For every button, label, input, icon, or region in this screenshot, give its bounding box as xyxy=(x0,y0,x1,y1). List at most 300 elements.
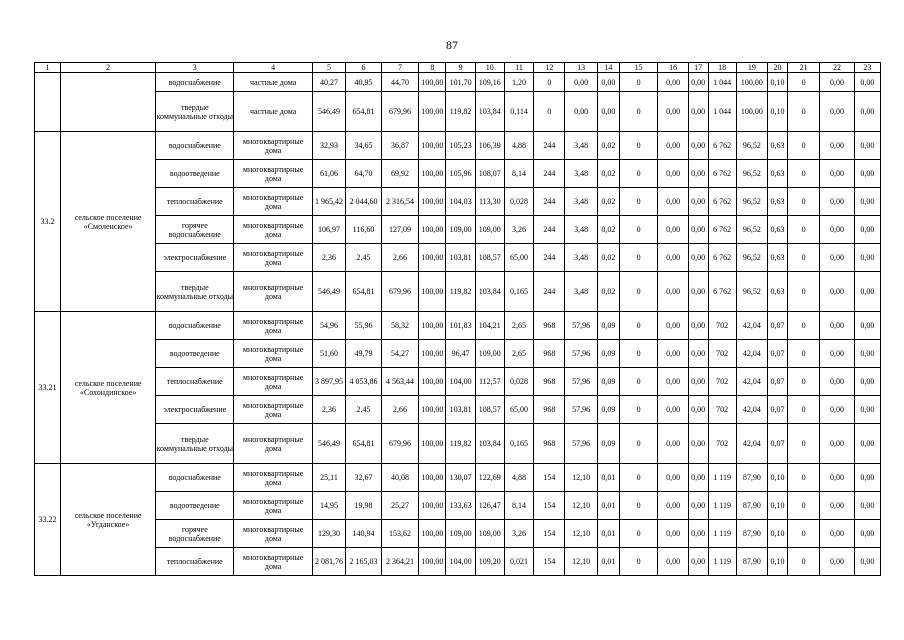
value-cell: 0,00 xyxy=(854,368,880,396)
value-cell: 0,00 xyxy=(820,396,854,424)
value-cell: 546,49 xyxy=(312,272,345,312)
value-cell: 0,00 xyxy=(854,340,880,368)
column-number: 5 xyxy=(312,63,345,73)
service-type: горячее водоснабжение xyxy=(156,216,234,244)
service-type: водоотведение xyxy=(156,160,234,188)
column-number: 18 xyxy=(708,63,736,73)
column-number: 14 xyxy=(597,63,619,73)
value-cell: 6 762 xyxy=(708,160,736,188)
value-cell: 0 xyxy=(619,520,658,548)
value-cell: 0,028 xyxy=(504,368,533,396)
value-cell: 244 xyxy=(534,244,565,272)
value-cell: 0,00 xyxy=(658,216,688,244)
value-cell: 0,00 xyxy=(854,92,880,132)
value-cell: 0 xyxy=(619,272,658,312)
value-cell: 968 xyxy=(534,396,565,424)
value-cell: 100,00 xyxy=(419,312,446,340)
value-cell: 57,96 xyxy=(565,424,597,464)
table-row xyxy=(35,396,881,424)
value-cell: 702 xyxy=(708,340,736,368)
value-cell: 0 xyxy=(619,340,658,368)
value-cell: 87,90 xyxy=(736,520,767,548)
value-cell: 0,00 xyxy=(597,92,619,132)
value-cell: 96,52 xyxy=(736,132,767,160)
value-cell: 3,48 xyxy=(565,132,597,160)
table-row xyxy=(35,244,881,272)
value-cell: 109,00 xyxy=(446,520,475,548)
value-cell: 0,00 xyxy=(688,520,708,548)
value-cell: 0,63 xyxy=(768,244,788,272)
value-cell: 65,00 xyxy=(504,396,533,424)
service-type: водоснабжение xyxy=(156,312,234,340)
settlement-number xyxy=(35,73,61,132)
value-cell: 679,96 xyxy=(381,424,419,464)
value-cell: 112,57 xyxy=(475,368,504,396)
housing-type: многоквартирные дома xyxy=(234,132,312,160)
value-cell: 0,00 xyxy=(820,340,854,368)
settlement-number: 33.22 xyxy=(35,464,61,576)
value-cell: 108,07 xyxy=(475,160,504,188)
value-cell: 69,92 xyxy=(381,160,419,188)
value-cell: 103,81 xyxy=(446,244,475,272)
value-cell: 154 xyxy=(534,492,565,520)
column-number: 4 xyxy=(234,63,312,73)
value-cell: 0,00 xyxy=(820,160,854,188)
value-cell: 0,10 xyxy=(768,492,788,520)
value-cell: 133,63 xyxy=(446,492,475,520)
value-cell: 0,09 xyxy=(597,396,619,424)
value-cell: 57,96 xyxy=(565,368,597,396)
value-cell: 103,81 xyxy=(446,396,475,424)
value-cell: 64,70 xyxy=(346,160,382,188)
value-cell: 0 xyxy=(787,272,819,312)
value-cell: 2,66 xyxy=(381,396,419,424)
value-cell: 0,07 xyxy=(768,312,788,340)
value-cell: 14,95 xyxy=(312,492,345,520)
value-cell: 4,88 xyxy=(504,464,533,492)
table-body xyxy=(35,63,881,576)
value-cell: 0,63 xyxy=(768,188,788,216)
housing-type: многоквартирные дома xyxy=(234,492,312,520)
value-cell: 0,00 xyxy=(854,272,880,312)
value-cell: 6 762 xyxy=(708,132,736,160)
value-cell: 100,00 xyxy=(419,272,446,312)
value-cell: 0 xyxy=(787,132,819,160)
value-cell: 61,06 xyxy=(312,160,345,188)
value-cell: 0,00 xyxy=(688,548,708,576)
column-number: 13 xyxy=(565,63,597,73)
value-cell: 0,165 xyxy=(504,272,533,312)
value-cell: 119,82 xyxy=(446,92,475,132)
value-cell: 100,00 xyxy=(419,188,446,216)
value-cell: 0 xyxy=(787,92,819,132)
table-row xyxy=(35,424,881,464)
column-number: 19 xyxy=(736,63,767,73)
table-row xyxy=(35,160,881,188)
table-row xyxy=(35,132,881,160)
table-row xyxy=(35,272,881,312)
value-cell: 0,01 xyxy=(597,548,619,576)
value-cell: 0,02 xyxy=(597,160,619,188)
value-cell: 58,32 xyxy=(381,312,419,340)
value-cell: 0,63 xyxy=(768,132,788,160)
value-cell: 42,04 xyxy=(736,340,767,368)
value-cell: 0,00 xyxy=(854,464,880,492)
value-cell: 0 xyxy=(619,548,658,576)
value-cell: 0 xyxy=(619,244,658,272)
settlement-number: 33.2 xyxy=(35,132,61,312)
column-number: 12 xyxy=(534,63,565,73)
value-cell: 968 xyxy=(534,424,565,464)
value-cell: 2,36 xyxy=(312,244,345,272)
value-cell: 100,00 xyxy=(419,548,446,576)
value-cell: 0,00 xyxy=(820,132,854,160)
table-row xyxy=(35,492,881,520)
value-cell: 0,00 xyxy=(820,424,854,464)
value-cell: 0,00 xyxy=(820,368,854,396)
table-row xyxy=(35,216,881,244)
value-cell: 8,14 xyxy=(504,160,533,188)
value-cell: 42,04 xyxy=(736,368,767,396)
value-cell: 49,79 xyxy=(346,340,382,368)
value-cell: 0,114 xyxy=(504,92,533,132)
value-cell: 96,52 xyxy=(736,188,767,216)
column-number: 10 xyxy=(475,63,504,73)
value-cell: 100,00 xyxy=(419,340,446,368)
value-cell: 0,00 xyxy=(688,272,708,312)
value-cell: 100,00 xyxy=(419,520,446,548)
settlement-name: сельское поселение «Смоленское» xyxy=(61,132,156,312)
value-cell: 0,63 xyxy=(768,216,788,244)
value-cell: 12,10 xyxy=(565,548,597,576)
service-type: водоснабжение xyxy=(156,73,234,92)
service-type: горячее водоснабжение xyxy=(156,520,234,548)
value-cell: 54,27 xyxy=(381,340,419,368)
value-cell: 42,04 xyxy=(736,396,767,424)
housing-type: многоквартирные дома xyxy=(234,216,312,244)
value-cell: 0,00 xyxy=(688,244,708,272)
value-cell: 244 xyxy=(534,216,565,244)
value-cell: 1 044 xyxy=(708,92,736,132)
value-cell: 679,96 xyxy=(381,272,419,312)
value-cell: 0,00 xyxy=(688,492,708,520)
housing-type: частные дома xyxy=(234,92,312,132)
value-cell: 32,67 xyxy=(346,464,382,492)
value-cell: 96,52 xyxy=(736,244,767,272)
settlement-name: сельское поселение «Сохондинское» xyxy=(61,312,156,464)
value-cell: 109,00 xyxy=(446,216,475,244)
value-cell: 0 xyxy=(619,188,658,216)
value-cell: 36,87 xyxy=(381,132,419,160)
value-cell: 0,00 xyxy=(658,132,688,160)
value-cell: 0 xyxy=(787,368,819,396)
value-cell: 105,23 xyxy=(446,132,475,160)
value-cell: 25,27 xyxy=(381,492,419,520)
value-cell: 0,00 xyxy=(688,396,708,424)
value-cell: 106,39 xyxy=(475,132,504,160)
value-cell: 0,00 xyxy=(854,132,880,160)
value-cell: 96,52 xyxy=(736,216,767,244)
value-cell: 3 897,95 xyxy=(312,368,345,396)
value-cell: 0,07 xyxy=(768,424,788,464)
value-cell: 126,47 xyxy=(475,492,504,520)
value-cell: 0,00 xyxy=(688,160,708,188)
value-cell: 100,00 xyxy=(419,244,446,272)
service-type: водоотведение xyxy=(156,492,234,520)
settlement-name: сельское поселение «Угданское» xyxy=(61,464,156,576)
table-row xyxy=(35,188,881,216)
tariff-table xyxy=(34,62,881,576)
value-cell: 0,00 xyxy=(688,132,708,160)
value-cell: 0,01 xyxy=(597,520,619,548)
settlement-number: 33.21 xyxy=(35,312,61,464)
table-row xyxy=(35,548,881,576)
column-number: 21 xyxy=(787,63,819,73)
column-number: 1 xyxy=(35,63,61,73)
column-number: 2 xyxy=(61,63,156,73)
value-cell: 12,10 xyxy=(565,492,597,520)
value-cell: 57,96 xyxy=(565,396,597,424)
value-cell: 0 xyxy=(619,73,658,92)
value-cell: 129,30 xyxy=(312,520,345,548)
value-cell: 25,11 xyxy=(312,464,345,492)
value-cell: 101,70 xyxy=(446,73,475,92)
value-cell: 0,02 xyxy=(597,188,619,216)
value-cell: 32,93 xyxy=(312,132,345,160)
housing-type: многоквартирные дома xyxy=(234,520,312,548)
table-row xyxy=(35,92,881,132)
value-cell: 0,00 xyxy=(820,464,854,492)
value-cell: 0,00 xyxy=(820,520,854,548)
column-number: 17 xyxy=(688,63,708,73)
value-cell: 0,00 xyxy=(658,244,688,272)
value-cell: 0,09 xyxy=(597,424,619,464)
value-cell: 2,66 xyxy=(381,244,419,272)
value-cell: 0 xyxy=(534,73,565,92)
value-cell: 0,00 xyxy=(688,340,708,368)
value-cell: 0 xyxy=(787,464,819,492)
value-cell: 0,00 xyxy=(658,424,688,464)
value-cell: 0 xyxy=(787,244,819,272)
value-cell: 1 965,42 xyxy=(312,188,345,216)
value-cell: 0,00 xyxy=(820,92,854,132)
value-cell: 100,00 xyxy=(419,396,446,424)
value-cell: 0,00 xyxy=(854,312,880,340)
value-cell: 0,00 xyxy=(820,188,854,216)
value-cell: 0 xyxy=(787,73,819,92)
value-cell: 109,16 xyxy=(475,73,504,92)
service-type: электроснабжение xyxy=(156,244,234,272)
value-cell: 0,07 xyxy=(768,396,788,424)
value-cell: 104,00 xyxy=(446,368,475,396)
value-cell: 104,21 xyxy=(475,312,504,340)
value-cell: 0,01 xyxy=(597,464,619,492)
value-cell: 4,88 xyxy=(504,132,533,160)
value-cell: 130,07 xyxy=(446,464,475,492)
value-cell: 0,00 xyxy=(597,73,619,92)
service-type: твердые коммунальные отходы xyxy=(156,92,234,132)
value-cell: 40,08 xyxy=(381,464,419,492)
service-type: твердые коммунальные отходы xyxy=(156,424,234,464)
table-row xyxy=(35,73,881,92)
value-cell: 0,00 xyxy=(658,73,688,92)
value-cell: 100,00 xyxy=(736,73,767,92)
column-number: 7 xyxy=(381,63,419,73)
value-cell: 0,00 xyxy=(658,368,688,396)
value-cell: 96,52 xyxy=(736,160,767,188)
value-cell: 0,09 xyxy=(597,368,619,396)
value-cell: 8,14 xyxy=(504,492,533,520)
value-cell: 1,20 xyxy=(504,73,533,92)
value-cell: 6 762 xyxy=(708,216,736,244)
value-cell: 87,90 xyxy=(736,548,767,576)
value-cell: 0,00 xyxy=(688,312,708,340)
value-cell: 113,30 xyxy=(475,188,504,216)
value-cell: 1 044 xyxy=(708,73,736,92)
value-cell: 0 xyxy=(619,92,658,132)
value-cell: 140,94 xyxy=(346,520,382,548)
value-cell: 100,00 xyxy=(419,216,446,244)
value-cell: 0,02 xyxy=(597,272,619,312)
value-cell: 0,00 xyxy=(820,492,854,520)
value-cell: 546,49 xyxy=(312,424,345,464)
housing-type: многоквартирные дома xyxy=(234,160,312,188)
value-cell: 1 119 xyxy=(708,548,736,576)
value-cell: 2,65 xyxy=(504,340,533,368)
value-cell: 0,165 xyxy=(504,424,533,464)
housing-type: многоквартирные дома xyxy=(234,188,312,216)
value-cell: 3,48 xyxy=(565,188,597,216)
value-cell: 19,98 xyxy=(346,492,382,520)
value-cell: 0,00 xyxy=(565,73,597,92)
value-cell: 106,97 xyxy=(312,216,345,244)
value-cell: 0,07 xyxy=(768,368,788,396)
column-number: 3 xyxy=(156,63,234,73)
value-cell: 0 xyxy=(787,188,819,216)
value-cell: 2,65 xyxy=(504,312,533,340)
value-cell: 127,09 xyxy=(381,216,419,244)
value-cell: 0,10 xyxy=(768,464,788,492)
value-cell: 968 xyxy=(534,368,565,396)
value-cell: 0 xyxy=(787,340,819,368)
value-cell: 34,65 xyxy=(346,132,382,160)
value-cell: 103,84 xyxy=(475,424,504,464)
value-cell: 100,00 xyxy=(419,92,446,132)
value-cell: 0,63 xyxy=(768,160,788,188)
value-cell: 0,00 xyxy=(854,424,880,464)
value-cell: 109,00 xyxy=(475,216,504,244)
value-cell: 0,02 xyxy=(597,132,619,160)
value-cell: 108,57 xyxy=(475,244,504,272)
value-cell: 4 563,44 xyxy=(381,368,419,396)
column-number: 23 xyxy=(854,63,880,73)
value-cell: 40,27 xyxy=(312,73,345,92)
value-cell: 0,00 xyxy=(820,312,854,340)
value-cell: 702 xyxy=(708,396,736,424)
value-cell: 0,00 xyxy=(854,216,880,244)
value-cell: 0,00 xyxy=(658,92,688,132)
value-cell: 154 xyxy=(534,548,565,576)
value-cell: 0,00 xyxy=(658,272,688,312)
value-cell: 42,04 xyxy=(736,312,767,340)
value-cell: 1 119 xyxy=(708,492,736,520)
value-cell: 1 119 xyxy=(708,464,736,492)
service-type: теплоснабжение xyxy=(156,188,234,216)
value-cell: 3,26 xyxy=(504,520,533,548)
value-cell: 96,47 xyxy=(446,340,475,368)
service-type: твердые коммунальные отходы xyxy=(156,272,234,312)
value-cell: 0 xyxy=(619,216,658,244)
housing-type: многоквартирные дома xyxy=(234,312,312,340)
value-cell: 2 316,54 xyxy=(381,188,419,216)
column-number: 6 xyxy=(346,63,382,73)
value-cell: 100,00 xyxy=(419,73,446,92)
value-cell: 0 xyxy=(619,160,658,188)
value-cell: 0 xyxy=(534,92,565,132)
value-cell: 154 xyxy=(534,464,565,492)
value-cell: 3,48 xyxy=(565,160,597,188)
value-cell: 103,84 xyxy=(475,272,504,312)
table-row xyxy=(35,312,881,340)
column-number: 9 xyxy=(446,63,475,73)
value-cell: 2,36 xyxy=(312,396,345,424)
value-cell: 116,60 xyxy=(346,216,382,244)
value-cell: 55,96 xyxy=(346,312,382,340)
value-cell: 105,96 xyxy=(446,160,475,188)
value-cell: 0,00 xyxy=(658,160,688,188)
column-number: 11 xyxy=(504,63,533,73)
value-cell: 6 762 xyxy=(708,188,736,216)
housing-type: многоквартирные дома xyxy=(234,340,312,368)
value-cell: 0,00 xyxy=(820,244,854,272)
service-type: теплоснабжение xyxy=(156,368,234,396)
value-cell: 0,00 xyxy=(658,492,688,520)
value-cell: 0 xyxy=(619,424,658,464)
value-cell: 3,26 xyxy=(504,216,533,244)
value-cell: 244 xyxy=(534,188,565,216)
value-cell: 0,021 xyxy=(504,548,533,576)
value-cell: 57,96 xyxy=(565,312,597,340)
housing-type: многоквартирные дома xyxy=(234,424,312,464)
value-cell: 54,96 xyxy=(312,312,345,340)
value-cell: 0,02 xyxy=(597,244,619,272)
value-cell: 0,00 xyxy=(565,92,597,132)
page-number: 87 xyxy=(446,38,458,52)
value-cell: 654,81 xyxy=(346,92,382,132)
value-cell: 109,20 xyxy=(475,548,504,576)
housing-type: частные дома xyxy=(234,73,312,92)
value-cell: 244 xyxy=(534,160,565,188)
value-cell: 51,60 xyxy=(312,340,345,368)
value-cell: 0,10 xyxy=(768,548,788,576)
value-cell: 1 119 xyxy=(708,520,736,548)
value-cell: 2 081,76 xyxy=(312,548,345,576)
value-cell: 103,84 xyxy=(475,92,504,132)
value-cell: 44,70 xyxy=(381,73,419,92)
value-cell: 2 044,60 xyxy=(346,188,382,216)
value-cell: 0,10 xyxy=(768,92,788,132)
value-cell: 109,00 xyxy=(475,520,504,548)
value-cell: 654,81 xyxy=(346,424,382,464)
value-cell: 4 053,86 xyxy=(346,368,382,396)
value-cell: 87,90 xyxy=(736,492,767,520)
housing-type: многоквартирные дома xyxy=(234,368,312,396)
value-cell: 0,00 xyxy=(854,73,880,92)
value-cell: 119,82 xyxy=(446,272,475,312)
value-cell: 0 xyxy=(787,492,819,520)
value-cell: 546,49 xyxy=(312,92,345,132)
value-cell: 0 xyxy=(787,216,819,244)
